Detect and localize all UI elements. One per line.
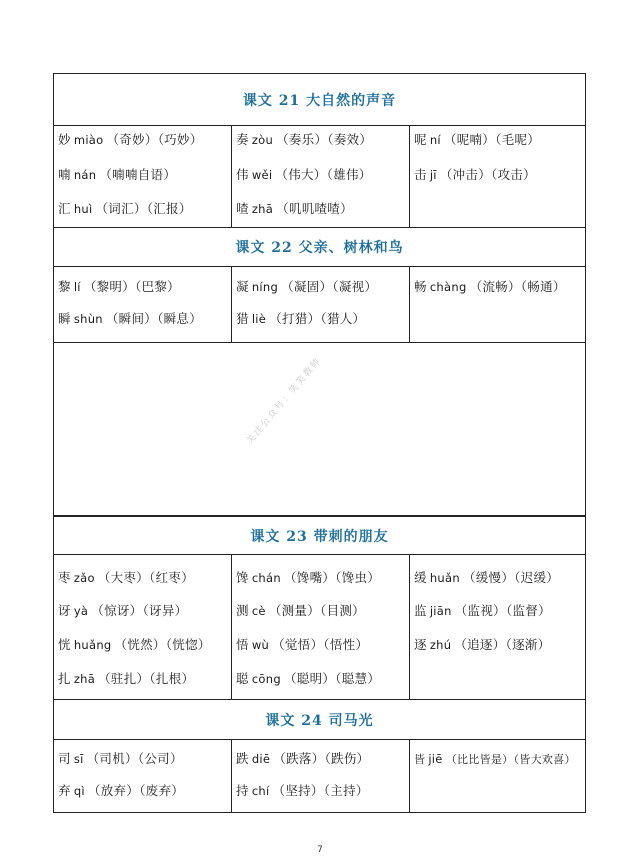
word-entry: 馋 chán （馋嘴）（馋虫） <box>236 570 381 585</box>
section-title-row <box>54 516 585 555</box>
column <box>410 740 585 812</box>
word-entry: 奏 zòu （奏乐）（奏效） <box>236 132 373 147</box>
word-entry: 皆 jiē （比比皆是）（皆大欢喜） <box>414 752 576 766</box>
section-grid <box>54 267 585 342</box>
word-entry: 汇 huì （词汇）（汇报） <box>58 201 192 216</box>
column <box>54 126 232 227</box>
word-entry: 喃 nán （喃喃自语） <box>58 167 177 182</box>
word-entry: 监 jiān （监视）（监督） <box>414 603 551 618</box>
word-entry: 瞬 shùn （瞬间）（瞬息） <box>58 311 203 326</box>
column <box>232 555 410 699</box>
column <box>232 126 410 227</box>
word-entry: 猎 liè （打猎）（猎人） <box>236 311 366 326</box>
word-entry: 呢 ní （呢喃）（毛呢） <box>414 132 541 147</box>
column <box>410 555 585 699</box>
word-entry: 伟 wěi （伟大）（雄伟） <box>236 167 372 182</box>
section-title: 课文 24 司马光 <box>265 712 374 729</box>
word-entry: 司 sī （司机）（公司） <box>58 751 183 766</box>
page-number: 7 <box>317 845 323 855</box>
word-entry: 缓 huǎn （缓慢）（迟缓） <box>414 570 560 585</box>
column <box>410 126 585 227</box>
word-entry: 弃 qì （放弃）（废弃） <box>58 783 185 798</box>
vocabulary-table <box>53 73 586 813</box>
section-title: 课文 23 带刺的朋友 <box>250 528 389 545</box>
word-entry: 枣 zǎo （大枣）（红枣） <box>58 570 194 585</box>
word-entry: 逐 zhú （追逐）（逐渐） <box>414 637 551 652</box>
word-entry: 击 jī （冲击）（攻击） <box>414 167 536 182</box>
word-entry: 讶 yà （惊讶）（讶异） <box>58 603 188 618</box>
section-grid <box>54 126 585 227</box>
word-entry: 测 cè （测量）（目测） <box>236 603 365 618</box>
word-entry: 聪 cōng （聪明）（聪慧） <box>236 671 381 686</box>
word-entry: 畅 chàng （流畅）（畅通） <box>414 279 566 294</box>
column <box>232 740 410 812</box>
word-entry: 跌 diē （跌落）（跌伤） <box>236 751 370 766</box>
section-title-row <box>54 74 585 126</box>
word-entry: 凝 níng （凝固）（凝视） <box>236 279 378 294</box>
word-entry: 悟 wù （觉悟）（悟性） <box>236 637 369 652</box>
section-title-row <box>54 227 585 267</box>
word-entry: 持 chí （坚持）（主持） <box>236 783 369 798</box>
word-entry: 恍 huǎng （恍然）（恍惚） <box>58 637 211 652</box>
watermark: 关注公众号：笑笑教师 <box>245 355 324 447</box>
section-title-row <box>54 699 585 740</box>
section-grid <box>54 740 585 812</box>
column <box>54 555 232 699</box>
column <box>232 267 410 342</box>
section-title: 课文 21 大自然的声音 <box>242 92 397 109</box>
section-title: 课文 22 父亲、树林和鸟 <box>235 240 404 256</box>
column <box>54 740 232 812</box>
blank-area <box>54 342 585 516</box>
word-entry: 扎 zhā （驻扎）（扎根） <box>58 671 195 686</box>
column <box>410 267 585 342</box>
word-entry: 喳 zhā （叽叽喳喳） <box>236 201 353 216</box>
word-entry: 黎 lí （黎明）（巴黎） <box>58 279 180 294</box>
column <box>54 267 232 342</box>
word-entry: 妙 miào （奇妙）（巧妙） <box>58 132 203 147</box>
section-grid <box>54 555 585 699</box>
